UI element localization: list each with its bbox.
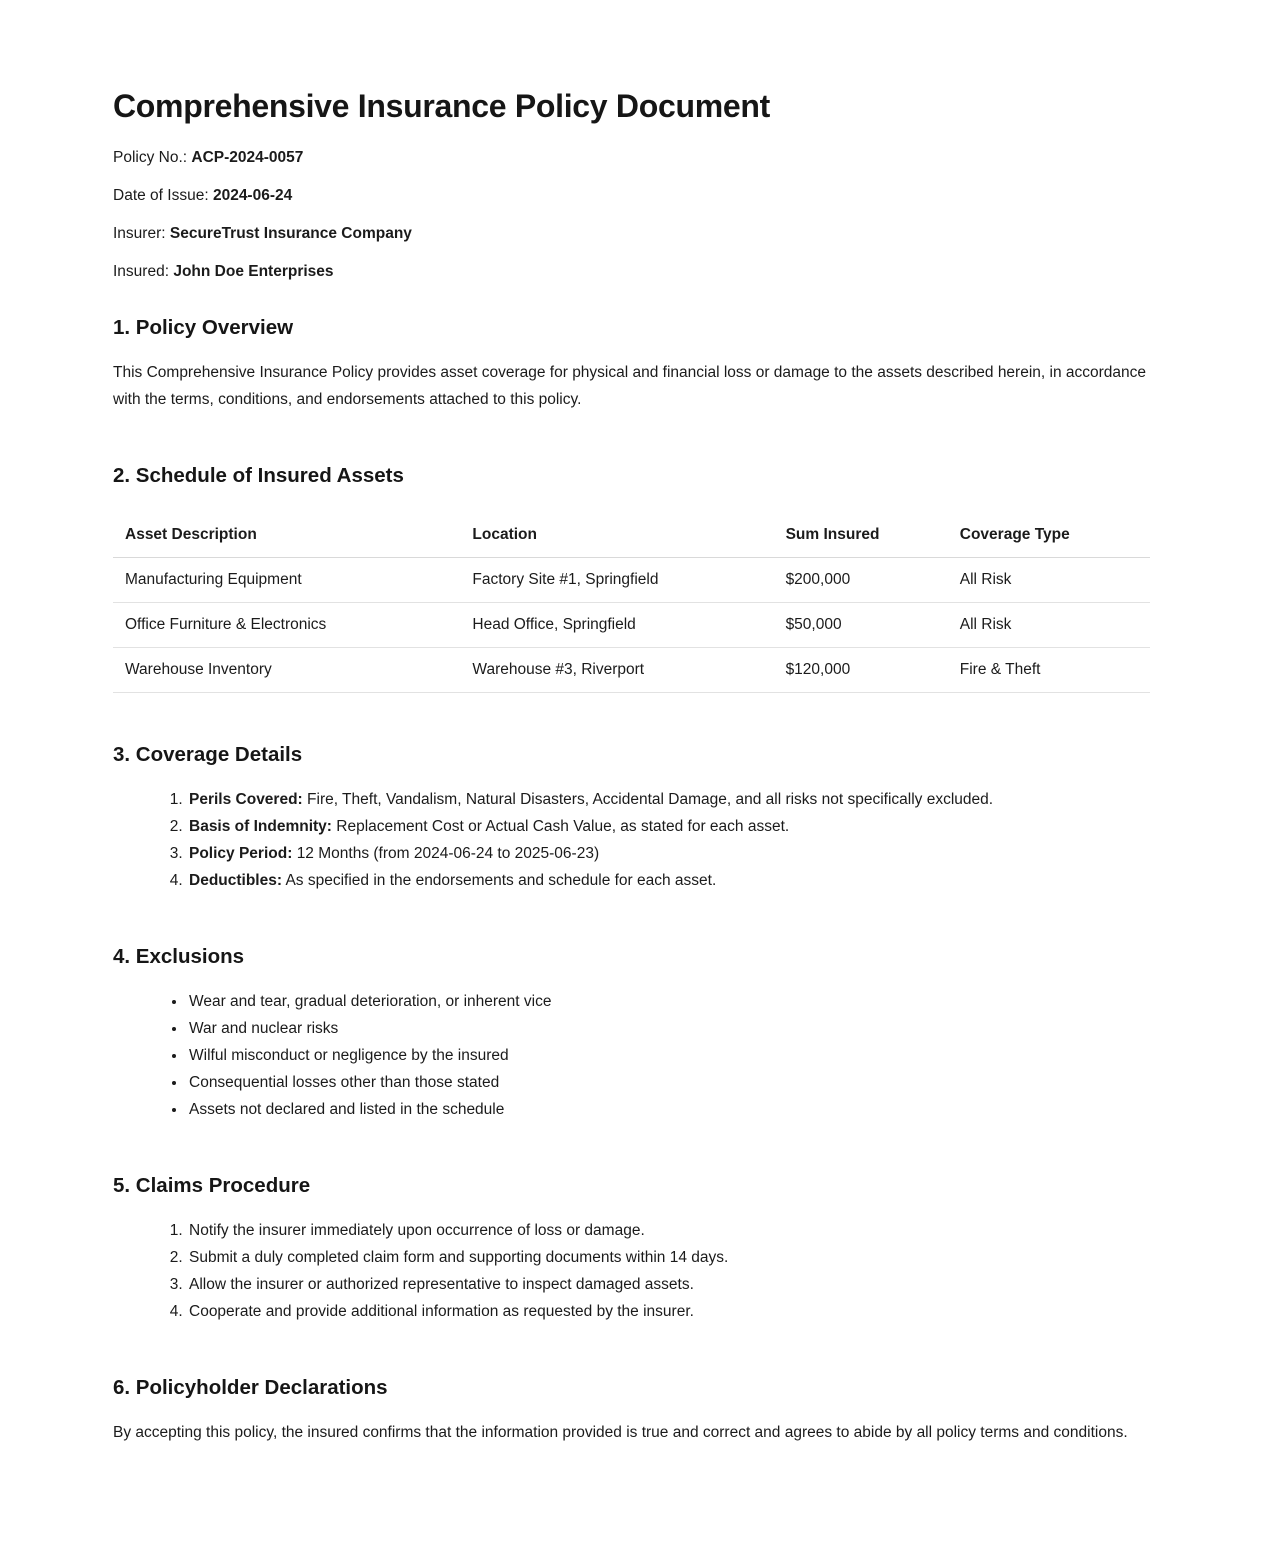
table-cell-sum: $120,000 [774, 648, 948, 693]
section-policyholder-declarations [113, 1376, 1150, 1447]
date-of-issue-value: 2024-06-24 [212, 187, 293, 205]
insurer-label: Insurer: [113, 225, 166, 243]
section-coverage-details [113, 743, 1150, 895]
section-exclusions [113, 945, 1150, 1124]
claims-procedure-list [113, 1218, 1150, 1326]
insured-label: Insured: [113, 263, 170, 281]
policy-number-value: ACP-2024-0057 [191, 149, 304, 166]
insured-line [113, 263, 1150, 280]
coverage-item-label: Deductibles: [189, 872, 283, 890]
exclusions-list [113, 989, 1150, 1124]
table-header-location: Location [460, 514, 773, 558]
insured-value: John Doe Enterprises [173, 263, 334, 281]
table-row [113, 603, 1150, 648]
table-header-asset-description: Asset Description [113, 514, 460, 558]
page-title: Comprehensive Insurance Policy Document [113, 88, 770, 124]
exclusions-heading: 4. Exclusions [113, 945, 245, 968]
coverage-item-label: Basis of Indemnity: [189, 818, 332, 836]
coverage-item-label: Perils Covered: [189, 791, 303, 809]
policy-number-label: Policy No.: [113, 149, 188, 166]
table-cell-asset: Office Furniture & Electronics [113, 603, 460, 648]
policy-overview-heading: 1. Policy Overview [113, 316, 294, 340]
insurer-line [113, 225, 1150, 242]
list-item: 2. Submit a duly completed claim form and supporting documents within 14 days. [187, 1245, 1150, 1272]
coverage-details-heading: 3. Coverage Details [113, 743, 303, 767]
table-header-sum-insured: Sum Insured [774, 514, 948, 558]
table-header-row [113, 514, 1150, 558]
section-schedule-of-insured-assets [113, 464, 1150, 693]
list-item: • Wilful misconduct or negligence by the insured [187, 1043, 1150, 1070]
table-cell-location: Head Office, Springfield [460, 603, 773, 648]
policy-overview-paragraph: This Comprehensive Insurance Policy provides asset coverage for physical and financial loss or damage to the assets described herein, in accordance with the terms, conditions, and endorsements attached to this policy. [113, 364, 1147, 409]
coverage-item-text: Fire, Theft, Vandalism, Natural Disasters, Accidental Damage, and all risks not specifically excluded. [307, 791, 994, 809]
insurer-value: SecureTrust Insurance Company [169, 225, 412, 243]
table-cell-asset: Manufacturing Equipment [113, 558, 460, 603]
table-cell-sum: $200,000 [774, 558, 948, 603]
section-policy-overview [113, 316, 1150, 414]
list-item: 4. Cooperate and provide additional information as requested by the insurer. [187, 1299, 1150, 1326]
list-item [187, 787, 1150, 814]
list-item [187, 814, 1150, 841]
table-cell-asset: Warehouse Inventory [113, 648, 460, 693]
list-item: • Wear and tear, gradual deterioration, or inherent vice [187, 989, 1150, 1016]
coverage-item-text: As specified in the endorsements and schedule for each asset. [285, 872, 717, 890]
schedule-heading: 2. Schedule of Insured Assets [113, 464, 404, 488]
coverage-item-label: Policy Period: [189, 845, 293, 863]
table-header-coverage-type: Coverage Type [948, 514, 1150, 558]
list-item: 3. Allow the insurer or authorized representative to inspect damaged assets. [187, 1272, 1150, 1299]
date-of-issue-line [113, 187, 1150, 204]
date-of-issue-label: Date of Issue: [113, 187, 209, 205]
policy-number-line [113, 149, 1150, 166]
table-cell-coverage: Fire & Theft [948, 648, 1150, 693]
list-item: • Assets not declared and listed in the schedule [187, 1097, 1150, 1124]
declarations-heading: 6. Policyholder Declarations [113, 1375, 388, 1399]
table-cell-coverage: All Risk [948, 603, 1150, 648]
coverage-item-text: 12 Months (from 2024-06-24 to 2025-06-23) [296, 845, 600, 863]
table-row [113, 558, 1150, 603]
claims-procedure-heading: 5. Claims Procedure [113, 1173, 311, 1197]
list-item: • War and nuclear risks [187, 1016, 1150, 1043]
list-item [187, 841, 1150, 868]
table-cell-coverage: All Risk [948, 558, 1150, 603]
section-claims-procedure [113, 1174, 1150, 1326]
list-item: 1. Notify the insurer immediately upon occurrence of loss or damage. [187, 1218, 1150, 1245]
table-cell-sum: $50,000 [774, 603, 948, 648]
table-cell-location: Factory Site #1, Springfield [460, 558, 773, 603]
coverage-details-list [113, 787, 1150, 895]
declarations-paragraph: By accepting this policy, the insured confirms that the information provided is true and correct and agrees to abide by all policy terms and conditions. [113, 1423, 1128, 1441]
table-cell-location: Warehouse #3, Riverport [460, 648, 773, 693]
table-row [113, 648, 1150, 693]
list-item: • Consequential losses other than those stated [187, 1070, 1150, 1097]
insured-assets-table [113, 514, 1150, 693]
coverage-item-text: Replacement Cost or Actual Cash Value, as stated for each asset. [336, 818, 790, 836]
list-item [187, 868, 1150, 895]
